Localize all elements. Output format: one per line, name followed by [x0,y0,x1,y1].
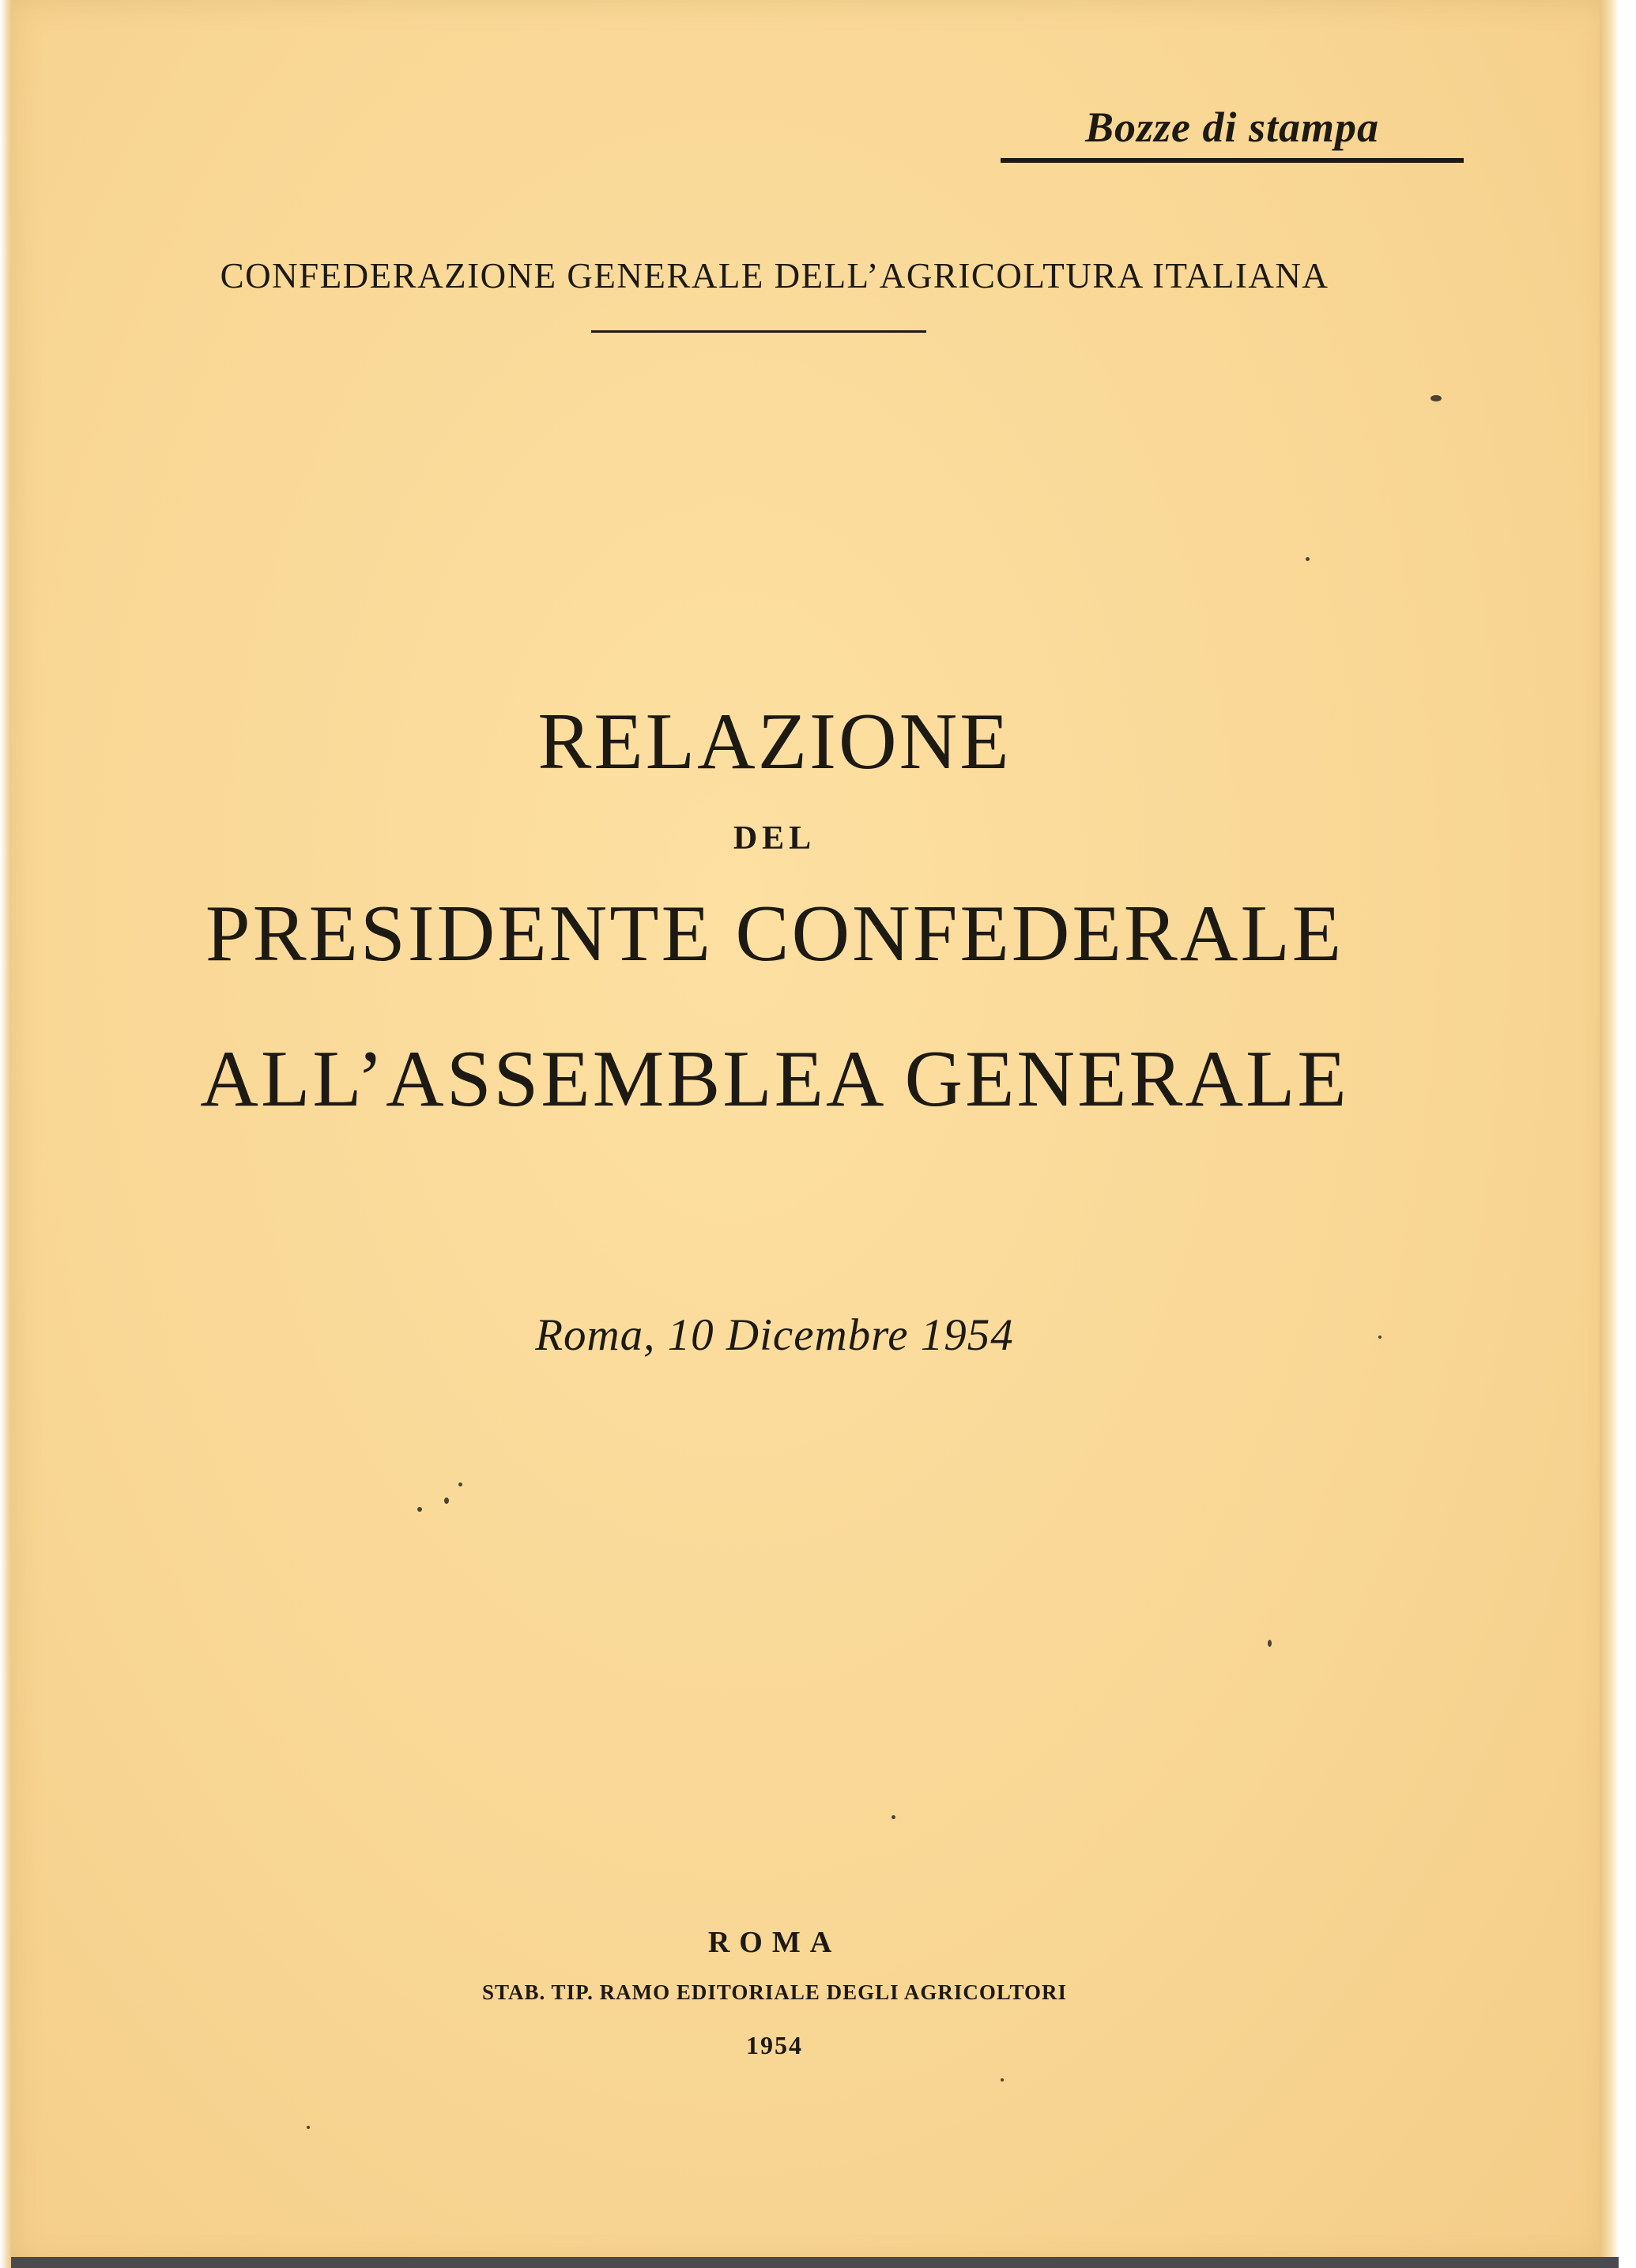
paper-speck [1378,1336,1382,1339]
organization-rule [591,330,926,333]
proof-stamp: Bozze di stampa [1084,104,1380,151]
paper-speck [1268,1640,1272,1647]
paper-speck [1431,395,1442,401]
place-and-date: Roma, 10 Dicembre 1954 [535,1310,1014,1360]
title-line-2: PRESIDENTE CONFEDERALE [205,889,1344,978]
scan-bottom-edge [11,2257,1619,2268]
paper-speck [307,2126,310,2129]
paper-speck [458,1482,462,1486]
paper-speck [892,1815,895,1819]
paper-speck [417,1507,422,1512]
imprint-year: 1954 [746,2031,803,2059]
imprint-printer: STAB. TIP. RAMO EDITORIALE DEGLI AGRICOLTORI [482,1980,1067,2004]
title-line-3: ALL’ASSEMBLEA GENERALE [200,1034,1349,1124]
paper-speck [444,1498,449,1504]
stamp-underline [1001,158,1464,163]
organization-name: CONFEDERAZIONE GENERALE DELL’AGRICOLTURA ITALIANA [220,256,1329,296]
title-line-1: RELAZIONE [537,697,1012,786]
imprint-city: ROMA [707,1926,842,1959]
paper-speck [1001,2078,1004,2082]
paper-speck [1306,557,1310,561]
title-connector: DEL [733,820,816,857]
cover-right-edge [1600,0,1619,2268]
